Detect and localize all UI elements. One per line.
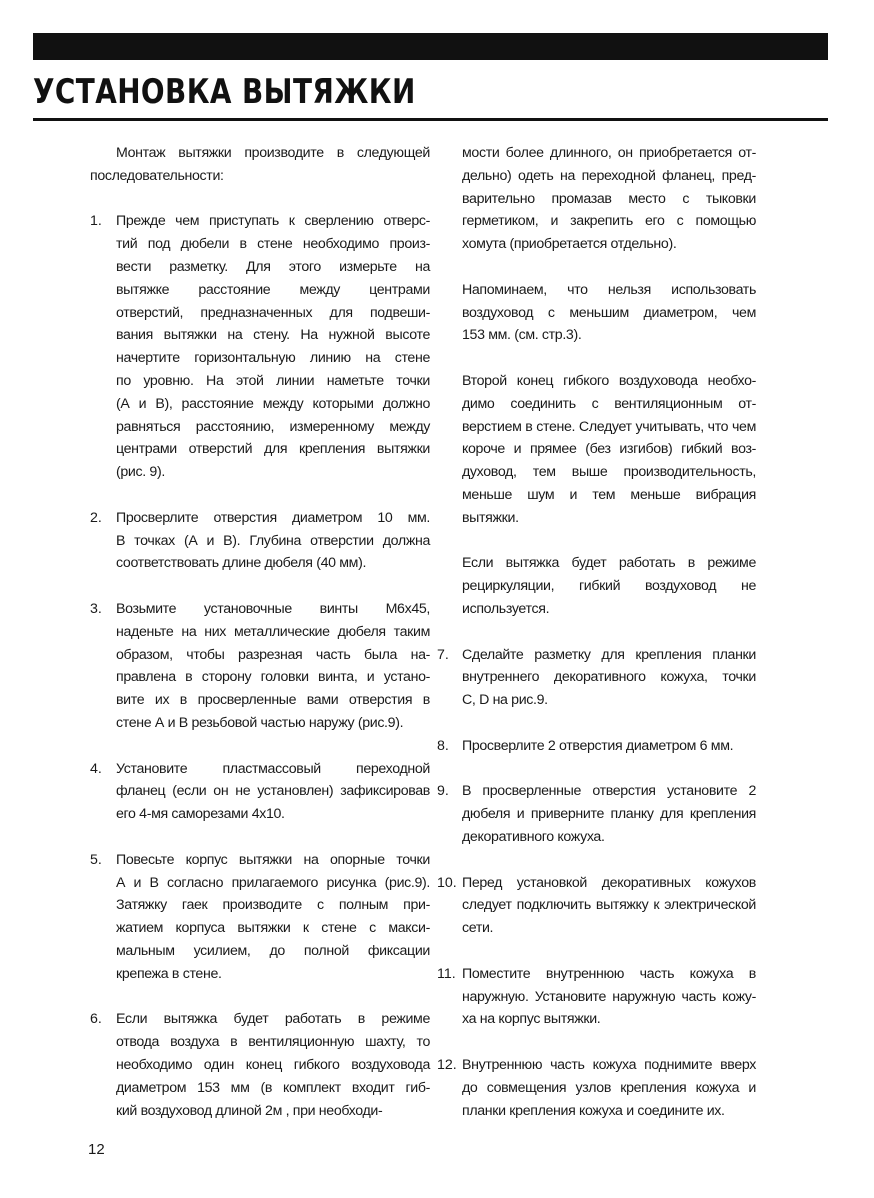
text-line: Возьмите установочные винты М6х45, <box>116 601 430 617</box>
text-line: Прежде чем приступать к сверлению отверс- <box>116 213 430 230</box>
list-number: 1. <box>90 213 102 230</box>
text-line: тий под дюбели в стене необходимо произ- <box>116 236 430 253</box>
text-line: Если вытяжка будет работать в режиме <box>462 555 756 572</box>
text-line: наружную. Установите наружную часть кожу- <box>462 988 756 1005</box>
text-line: диаметром 153 мм (в комплект входит гиб- <box>116 1079 430 1096</box>
text-line: начертите горизонтальную линию на стене <box>116 350 430 367</box>
text-line: С, D на рис.9. <box>462 692 548 709</box>
list-number: 11. <box>437 965 456 982</box>
text-line: жатием корпуса вытяжки к стене с макси- <box>116 920 430 937</box>
text-line: Перед установкой декоративных кожухов <box>462 874 756 891</box>
text-line: вытяжке расстояние между центрами <box>116 281 430 298</box>
text-line: короче и прямее (без изгибов) гибкий воз- <box>462 441 756 458</box>
text-line: следует подключить вытяжку к электрической <box>462 897 756 914</box>
text-line: Сделайте разметку для крепления планки <box>462 646 756 663</box>
text-line: фланец (если он не установлен) зафиксировав <box>116 783 430 800</box>
text-line: димо соединить с вентиляционным от- <box>462 395 756 412</box>
header-bar <box>33 33 828 60</box>
text-line: Поместите внутреннюю часть кожуха в <box>462 965 756 982</box>
text-line: крепежа в стене. <box>116 965 222 982</box>
text-line: используется. <box>462 601 550 617</box>
text-line: Просверлите 2 отверстия диаметром 6 мм. <box>462 737 734 754</box>
text-line: центрами отверстий для крепления вытяжки <box>116 441 430 458</box>
text-line: воздуховод с меньшим диаметром, чем <box>462 304 756 321</box>
text-line: планки крепления кожуха и соедините их. <box>462 1102 725 1119</box>
text-line: Монтаж вытяжки производите в следующей <box>116 145 430 161</box>
text-line: 153 мм. (см. стр.3). <box>462 327 582 344</box>
text-line: до совмещения узлов крепления кожуха и <box>462 1079 756 1096</box>
list-number: 5. <box>90 851 102 868</box>
text-line: по уровню. На этой линии наметьте точки <box>116 373 430 389</box>
text-line: дельно) одеть на переходной фланец, пред- <box>462 167 756 184</box>
text-line: правлена в сторону головки винта, и устано- <box>116 669 430 686</box>
text-line: (А и В), расстояние между которыми должно <box>116 395 430 412</box>
text-line: хомута (приобретается отдельно). <box>462 236 677 253</box>
text-line: его 4-мя саморезами 4х10. <box>116 806 285 823</box>
text-line: дюбеля и приверните планку для крепления <box>462 806 756 823</box>
list-number: 10. <box>437 874 457 891</box>
text-line: отверстий, предназначенных для подвеши- <box>116 304 430 321</box>
text-line: герметиком, и закрепить его с помощью <box>462 213 756 230</box>
text-line: Внутреннюю часть кожуха поднимите вверх <box>462 1057 756 1073</box>
list-number: 8. <box>437 737 449 754</box>
list-number: 9. <box>437 783 449 800</box>
title-underline <box>33 118 828 121</box>
text-line: рециркуляции, гибкий воздуховод не <box>462 578 756 595</box>
text-line: последовательности: <box>90 167 224 184</box>
page-number: 12 <box>88 1141 105 1158</box>
text-line: духовод, тем выше производительность, <box>462 464 756 481</box>
list-number: 4. <box>90 760 102 777</box>
text-line: отвода воздуха в вентиляционную шахту, то <box>116 1034 430 1051</box>
text-line: ха на корпус вытяжки. <box>462 1011 601 1028</box>
text-line: соответствовать длине дюбеля (40 мм). <box>116 555 367 572</box>
text-line: Второй конец гибкого воздуховода необхо- <box>462 373 756 389</box>
text-line: вести разметку. Для этого измерьте на <box>116 259 430 275</box>
text-line: вите их в просверленные вами отверстия в <box>116 692 430 709</box>
text-line: стене А и В резьбовой частью наружу (рис.9). <box>116 715 404 731</box>
text-line: внутреннего декоративного кожуха, точки <box>462 669 756 686</box>
list-number: 6. <box>90 1011 102 1028</box>
text-line: необходимо один конец гибкого воздуховода <box>116 1057 430 1073</box>
text-line: Просверлите отверстия диаметром 10 мм. <box>116 509 430 526</box>
page-title: УСТАНОВКА ВЫТЯЖКИ <box>33 72 416 112</box>
list-number: 7. <box>437 646 449 663</box>
list-number: 3. <box>90 601 102 617</box>
text-line: варительно промазав место с тыковки <box>462 190 756 207</box>
list-number: 2. <box>90 509 102 526</box>
text-line: В просверленные отверстия установите 2 <box>462 783 756 800</box>
text-line: (рис. 9). <box>116 464 165 481</box>
text-line: Затяжку гаек производите с полным при- <box>116 897 430 914</box>
text-line: Напоминаем, что нельзя использовать <box>462 281 756 298</box>
text-line: вания вытяжки на стену. На нужной высоте <box>116 327 430 344</box>
text-line: вытяжки. <box>462 509 519 526</box>
text-line: наденьте на них металлические дюбеля таким <box>116 623 430 640</box>
text-line: кий воздуховод длиной 2м , при необходи- <box>116 1102 383 1119</box>
text-line: А и В согласно прилагаемого рисунка (рис.9). <box>116 874 430 891</box>
text-line: мальным усилием, до полной фиксации <box>116 943 430 959</box>
text-line: Если вытяжка будет работать в режиме <box>116 1011 430 1028</box>
text-line: образом, чтобы разрезная часть была на- <box>116 646 430 663</box>
text-line: Повесьте корпус вытяжки на опорные точки <box>116 851 430 868</box>
text-line: мости более длинного, он приобретается от- <box>462 145 756 161</box>
text-line: декоративного кожуха. <box>462 829 605 845</box>
text-line: Установите пластмассовый переходной <box>116 760 430 777</box>
text-line: сети. <box>462 920 494 937</box>
text-line: равняться расстоянию, измеренному между <box>116 418 430 435</box>
list-number: 12. <box>437 1057 457 1073</box>
text-line: меньше шум и тем меньше вибрация <box>462 487 756 503</box>
text-line: В точках (А и В). Глубина отверстии должна <box>116 532 430 549</box>
text-line: верстием в стене. Следует учитывать, что чем <box>462 418 756 435</box>
